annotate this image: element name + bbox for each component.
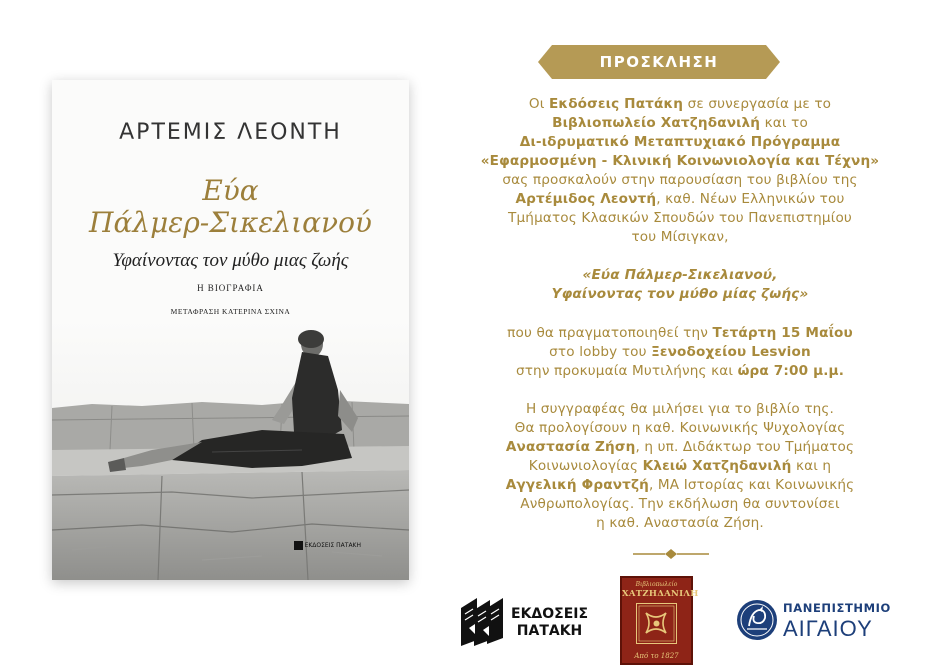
university-logo	[735, 596, 915, 646]
invitation-event-details: που θα πραγματοποιηθεί την Τετάρτη 15 Μαΐου στο lobby του Ξενοδοχείου Lesvion στην προκυμαία Μυτιλήνης και ώρα 7:00 μ.μ.	[507, 325, 853, 379]
cover-title-line2: Πάλμερ-Σικελιανού	[89, 206, 372, 239]
university-line1: ΠΑΝΕΠΙΣΤΗΜΙΟ	[783, 601, 891, 615]
university-line2: ΑΙΓΑΙΟΥ	[783, 616, 873, 641]
cover-translator: ΜΕΤΑΦΡΑΣΗ ΚΑΤΕΡΙΝΑ ΣΧΙΝΑ	[170, 307, 291, 316]
patakis-logo	[455, 594, 605, 650]
cover-author: ΑΡΤΕΜΙΣ ΛΕΟΝΤΗ	[119, 120, 342, 145]
invitation-speakers: Η συγγραφέας θα μιλήσει για το βιβλίο της. Θα προλογίσουν η καθ. Κοινωνικής Ψυχολογίας Αναστασία Ζήση, η υπ. Διδάκτωρ του Τμήματος Κοινωνιολογίας Κλειώ Χατζηδανιλή και η Αγγελική Φραντζή, ΜΑ Ιστορίας και Κοινωνικής Ανθρωπολογίας. Την εκδήλωση θα συντονίσει η καθ. Αναστασία Ζήση.	[505, 401, 855, 531]
invitation-banner	[538, 45, 780, 79]
cover-genre: Η ΒΙΟΓΡΑΦΙΑ	[197, 283, 264, 293]
patakis-line2: ΠΑΤΑΚΗ	[516, 623, 583, 639]
bookstore-logo	[620, 576, 699, 665]
ornament-divider	[633, 548, 709, 560]
bookstore-since: Από το 1827	[634, 652, 679, 660]
patakis-books-icon	[455, 594, 509, 650]
cover-title-line1: Εύα	[202, 174, 259, 207]
book-cover	[52, 80, 409, 580]
invitation-book-title: «Εύα Πάλμερ-Σικελιανού, Υφαίνοντας τον μύθο μίας ζωής»	[551, 267, 809, 302]
banner-label: ΠΡΟΣΚΛΗΣΗ	[599, 53, 719, 71]
cover-subtitle: Υφαίνοντας τον μύθο μιας ζωής	[112, 250, 349, 271]
cover-publisher-mark: ΕΚΔΟΣΕΙΣ ΠΑΤΑΚΗ	[294, 541, 361, 550]
bookstore-emblem-icon	[636, 603, 677, 644]
university-emblem-icon	[735, 596, 779, 644]
bookstore-name: ΧΑΤΖΗΔΑΝΙΛΗ	[622, 589, 699, 599]
invitation-intro: Οι Εκδόσεις Πατάκη σε συνεργασία με το Βιβλιοπωλείο Χατζηδανιλή και το Δι-ιδρυματικό Μεταπτυχιακό Πρόγραμμα «Εφαρμοσμένη - Κλινική Κοινωνιολογία και Τέχνη» σας προσκαλούν στην παρουσίαση του βιβλίου της Αρτέμιδος Λεοντή, καθ. Νέων Ελληνικών του Τμήματος Κλασικών Σπουδών του Πανεπιστημίου του Μίσιγκαν,	[480, 96, 880, 245]
patakis-line1: ΕΚΔΟΣΕΙΣ	[511, 606, 589, 622]
bookstore-small-label: Βιβλιοπωλείο	[635, 581, 678, 588]
